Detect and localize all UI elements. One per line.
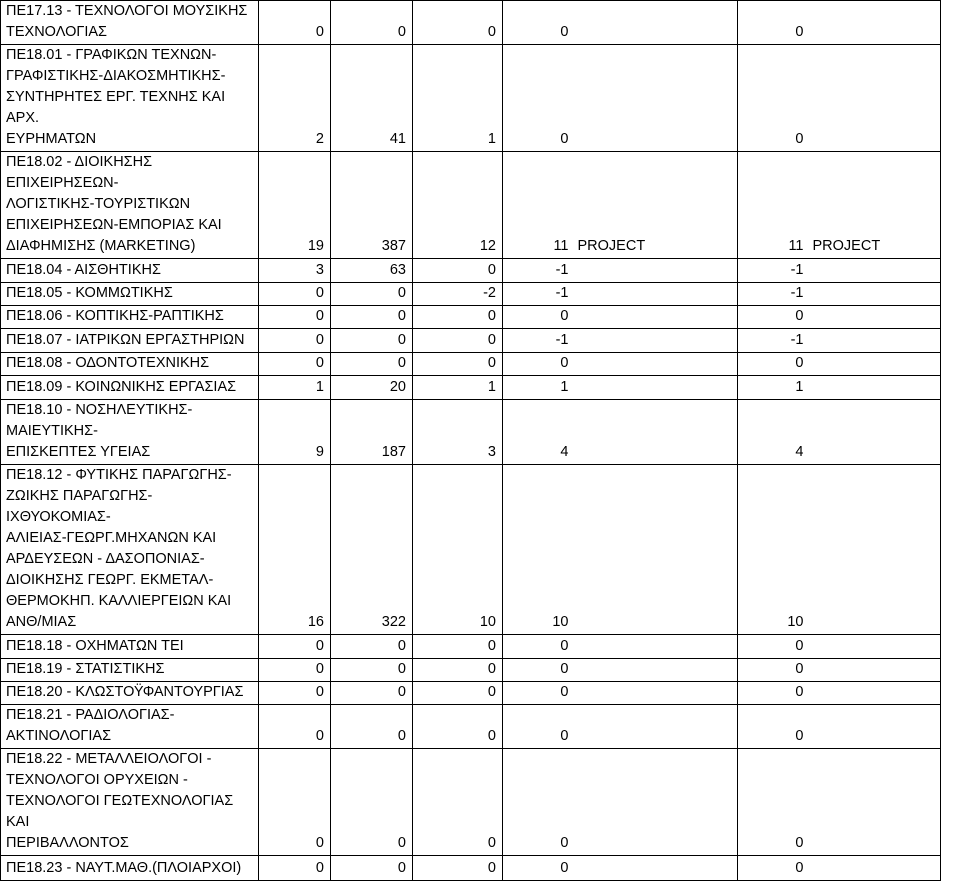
value-cell-1[interactable]: 0 xyxy=(259,749,331,856)
note-cell-4[interactable] xyxy=(575,400,738,465)
note-cell-5[interactable] xyxy=(810,465,941,635)
specialty-label[interactable]: ΠΕ17.13 - ΤΕΧΝΟΛΟΓΟΙ ΜΟΥΣΙΚΗΣ ΤΕΧΝΟΛΟΓΙΑΣ xyxy=(1,1,259,45)
note-cell-5[interactable] xyxy=(810,682,941,705)
value-cell-4[interactable]: 0 xyxy=(503,45,575,152)
value-cell-1[interactable]: 0 xyxy=(259,856,331,881)
value-cell-1[interactable]: 0 xyxy=(259,329,331,353)
value-cell-5[interactable]: 0 xyxy=(738,705,810,749)
note-cell-5[interactable] xyxy=(810,1,941,45)
note-cell-5[interactable] xyxy=(810,283,941,306)
value-cell-1[interactable]: 9 xyxy=(259,400,331,465)
value-cell-1[interactable]: 16 xyxy=(259,465,331,635)
value-cell-1[interactable]: 0 xyxy=(259,306,331,329)
value-cell-2[interactable]: 0 xyxy=(331,306,413,329)
value-cell-5[interactable]: 0 xyxy=(738,749,810,856)
note-cell-5[interactable] xyxy=(810,635,941,659)
specialty-label[interactable]: ΠΕ18.18 - ΟΧΗΜΑΤΩΝ ΤΕΙ xyxy=(1,635,259,659)
note-cell-4[interactable] xyxy=(575,635,738,659)
value-cell-4[interactable]: 0 xyxy=(503,353,575,376)
value-cell-1[interactable]: 0 xyxy=(259,659,331,682)
value-cell-4[interactable]: -1 xyxy=(503,329,575,353)
table-row xyxy=(1,465,941,635)
value-cell-3[interactable]: 0 xyxy=(413,329,503,353)
specialty-label[interactable]: ΠΕ18.20 - ΚΛΩΣΤΟΫΦΑΝΤΟΥΡΓΙΑΣ xyxy=(1,682,259,705)
specialty-label[interactable]: ΠΕ18.19 - ΣΤΑΤΙΣΤΙΚΗΣ xyxy=(1,659,259,682)
value-cell-3[interactable]: 0 xyxy=(413,1,503,45)
table-row xyxy=(1,329,941,353)
value-cell-1[interactable]: 1 xyxy=(259,376,331,400)
value-cell-3[interactable]: 0 xyxy=(413,259,503,283)
note-cell-4[interactable] xyxy=(575,353,738,376)
value-cell-3[interactable]: 0 xyxy=(413,659,503,682)
value-cell-3[interactable]: 0 xyxy=(413,856,503,881)
table-row xyxy=(1,749,941,856)
specialty-label[interactable]: ΠΕ18.22 - ΜΕΤΑΛΛΕΙΟΛΟΓΟΙ - ΤΕΧΝΟΛΟΓΟΙ ΟΡΥΧΕΙΩΝ - ΤΕΧΝΟΛΟΓΟΙ ΓΕΩΤΕΧΝΟΛΟΓΙΑΣ ΚΑΙ ΠΕΡΙΒΑΛΛΟΝΤΟΣ xyxy=(1,749,259,856)
specialty-label[interactable]: ΠΕ18.02 - ΔΙΟΙΚΗΣΗΣ ΕΠΙΧΕΙΡΗΣΕΩΝ- ΛΟΓΙΣΤΙΚΗΣ-ΤΟΥΡΙΣΤΙΚΩΝ ΕΠΙΧΕΙΡΗΣΕΩΝ-ΕΜΠΟΡΙΑΣ ΚΑΙ ΔΙΑΦΗΜΙΣΗΣ (MARKETING) xyxy=(1,152,259,259)
value-cell-5[interactable]: -1 xyxy=(738,329,810,353)
note-cell-4[interactable] xyxy=(575,659,738,682)
note-cell-4[interactable]: PROJECT xyxy=(575,152,738,259)
value-cell-1[interactable]: 0 xyxy=(259,705,331,749)
note-cell-5[interactable] xyxy=(810,749,941,856)
value-cell-5[interactable]: 0 xyxy=(738,635,810,659)
value-cell-4[interactable]: -1 xyxy=(503,259,575,283)
note-cell-4[interactable] xyxy=(575,283,738,306)
note-cell-5[interactable] xyxy=(810,329,941,353)
table-row xyxy=(1,1,941,45)
table-row xyxy=(1,856,941,881)
value-cell-3[interactable]: 3 xyxy=(413,400,503,465)
specialty-label[interactable]: ΠΕ18.21 - ΡΑΔΙΟΛΟΓΙΑΣ- ΑΚΤΙΝΟΛΟΓΙΑΣ xyxy=(1,705,259,749)
value-cell-4[interactable]: 4 xyxy=(503,400,575,465)
value-cell-2[interactable]: 0 xyxy=(331,705,413,749)
table-row xyxy=(1,635,941,659)
specialty-label[interactable]: ΠΕ18.09 - ΚΟΙΝΩΝΙΚΗΣ ΕΡΓΑΣΙΑΣ xyxy=(1,376,259,400)
value-cell-4[interactable]: 1 xyxy=(503,376,575,400)
value-cell-4[interactable]: 11 xyxy=(503,152,575,259)
note-cell-5[interactable] xyxy=(810,400,941,465)
table-row xyxy=(1,400,941,465)
value-cell-1[interactable]: 0 xyxy=(259,635,331,659)
value-cell-5[interactable]: 10 xyxy=(738,465,810,635)
value-cell-4[interactable]: -1 xyxy=(503,283,575,306)
value-cell-3[interactable]: 0 xyxy=(413,306,503,329)
note-cell-5[interactable]: PROJECT xyxy=(810,152,941,259)
specialty-label[interactable]: ΠΕ18.04 - ΑΙΣΘΗΤΙΚΗΣ xyxy=(1,259,259,283)
table-row xyxy=(1,306,941,329)
value-cell-5[interactable]: 1 xyxy=(738,376,810,400)
value-cell-4[interactable]: 0 xyxy=(503,659,575,682)
value-cell-2[interactable]: 0 xyxy=(331,749,413,856)
value-cell-3[interactable]: 12 xyxy=(413,152,503,259)
value-cell-2[interactable]: 0 xyxy=(331,329,413,353)
value-cell-3[interactable]: 0 xyxy=(413,635,503,659)
note-cell-5[interactable] xyxy=(810,705,941,749)
note-cell-5[interactable] xyxy=(810,376,941,400)
value-cell-4[interactable]: 10 xyxy=(503,465,575,635)
value-cell-1[interactable]: 0 xyxy=(259,353,331,376)
value-cell-2[interactable]: 0 xyxy=(331,856,413,881)
value-cell-4[interactable]: 0 xyxy=(503,635,575,659)
table-row xyxy=(1,45,941,152)
value-cell-2[interactable]: 187 xyxy=(331,400,413,465)
value-cell-5[interactable]: 11 xyxy=(738,152,810,259)
value-cell-1[interactable]: 0 xyxy=(259,283,331,306)
note-cell-5[interactable] xyxy=(810,856,941,881)
note-cell-4[interactable] xyxy=(575,705,738,749)
value-cell-2[interactable]: 20 xyxy=(331,376,413,400)
value-cell-2[interactable]: 41 xyxy=(331,45,413,152)
note-cell-5[interactable] xyxy=(810,306,941,329)
value-cell-3[interactable]: 1 xyxy=(413,376,503,400)
note-cell-4[interactable] xyxy=(575,682,738,705)
value-cell-2[interactable]: 387 xyxy=(331,152,413,259)
value-cell-2[interactable]: 0 xyxy=(331,283,413,306)
value-cell-3[interactable]: 0 xyxy=(413,749,503,856)
value-cell-5[interactable]: 0 xyxy=(738,856,810,881)
note-cell-4[interactable] xyxy=(575,465,738,635)
value-cell-5[interactable]: -1 xyxy=(738,283,810,306)
specialty-label[interactable]: ΠΕ18.07 - ΙΑΤΡΙΚΩΝ ΕΡΓΑΣΤΗΡΙΩΝ xyxy=(1,329,259,353)
specialty-label[interactable]: ΠΕ18.01 - ΓΡΑΦΙΚΩΝ ΤΕΧΝΩΝ- ΓΡΑΦΙΣΤΙΚΗΣ-ΔΙΑΚΟΣΜΗΤΙΚΗΣ- ΣΥΝΤΗΡΗΤΕΣ ΕΡΓ. ΤΕΧΝΗΣ ΚΑΙ ΑΡΧ. ΕΥΡΗΜΑΤΩΝ xyxy=(1,45,259,152)
value-cell-2[interactable]: 0 xyxy=(331,635,413,659)
value-cell-4[interactable]: 0 xyxy=(503,682,575,705)
table-row xyxy=(1,259,941,283)
value-cell-5[interactable]: -1 xyxy=(738,259,810,283)
value-cell-1[interactable]: 0 xyxy=(259,682,331,705)
specialty-label[interactable]: ΠΕ18.23 - ΝΑΥΤ.ΜΑΘ.(ΠΛΟΙΑΡΧΟΙ) xyxy=(1,856,259,881)
note-cell-4[interactable] xyxy=(575,856,738,881)
value-cell-5[interactable]: 4 xyxy=(738,400,810,465)
specialty-label[interactable]: ΠΕ18.08 - ΟΔΟΝΤΟΤΕΧΝΙΚΗΣ xyxy=(1,353,259,376)
specialty-label[interactable]: ΠΕ18.06 - ΚΟΠΤΙΚΗΣ-ΡΑΠΤΙΚΗΣ xyxy=(1,306,259,329)
specialty-label[interactable]: ΠΕ18.05 - ΚΟΜΜΩΤΙΚΗΣ xyxy=(1,283,259,306)
value-cell-5[interactable]: 0 xyxy=(738,45,810,152)
value-cell-2[interactable]: 0 xyxy=(331,659,413,682)
value-cell-4[interactable]: 0 xyxy=(503,705,575,749)
note-cell-4[interactable] xyxy=(575,259,738,283)
value-cell-3[interactable]: -2 xyxy=(413,283,503,306)
specialty-label[interactable]: ΠΕ18.12 - ΦΥΤΙΚΗΣ ΠΑΡΑΓΩΓΗΣ- ΖΩΙΚΗΣ ΠΑΡΑΓΩΓΗΣ-ΙΧΘΥΟΚΟΜΙΑΣ- ΑΛΙΕΙΑΣ-ΓΕΩΡΓ.ΜΗΧΑΝΩΝ ΚΑΙ ΑΡΔΕΥΣΕΩΝ - ΔΑΣΟΠΟΝΙΑΣ- ΔΙΟΙΚΗΣΗΣ ΓΕΩΡΓ. ΕΚΜΕΤΑΛ- ΘΕΡΜΟΚΗΠ. ΚΑΛΛΙΕΡΓΕΙΩΝ ΚΑΙ ΑΝΘ/ΜΙΑΣ xyxy=(1,465,259,635)
note-cell-5[interactable] xyxy=(810,45,941,152)
value-cell-1[interactable]: 2 xyxy=(259,45,331,152)
value-cell-5[interactable]: 0 xyxy=(738,682,810,705)
value-cell-4[interactable]: 0 xyxy=(503,1,575,45)
value-cell-5[interactable]: 0 xyxy=(738,353,810,376)
value-cell-1[interactable]: 19 xyxy=(259,152,331,259)
value-cell-4[interactable]: 0 xyxy=(503,856,575,881)
value-cell-2[interactable]: 63 xyxy=(331,259,413,283)
table-row xyxy=(1,152,941,259)
table-body xyxy=(1,1,941,881)
value-cell-2[interactable]: 0 xyxy=(331,353,413,376)
specialty-label[interactable]: ΠΕ18.10 - ΝΟΣΗΛΕΥΤΙΚΗΣ-ΜΑΙΕΥΤΙΚΗΣ- ΕΠΙΣΚΕΠΤΕΣ ΥΓΕΙΑΣ xyxy=(1,400,259,465)
table-row xyxy=(1,376,941,400)
value-cell-2[interactable]: 322 xyxy=(331,465,413,635)
note-cell-5[interactable] xyxy=(810,259,941,283)
table-row xyxy=(1,353,941,376)
value-cell-1[interactable]: 0 xyxy=(259,1,331,45)
value-cell-3[interactable]: 10 xyxy=(413,465,503,635)
value-cell-3[interactable]: 0 xyxy=(413,682,503,705)
value-cell-5[interactable]: 0 xyxy=(738,659,810,682)
value-cell-1[interactable]: 3 xyxy=(259,259,331,283)
table-row xyxy=(1,682,941,705)
note-cell-5[interactable] xyxy=(810,659,941,682)
note-cell-4[interactable] xyxy=(575,306,738,329)
value-cell-2[interactable]: 0 xyxy=(331,682,413,705)
value-cell-3[interactable]: 1 xyxy=(413,45,503,152)
table-row xyxy=(1,283,941,306)
value-cell-4[interactable]: 0 xyxy=(503,306,575,329)
note-cell-4[interactable] xyxy=(575,329,738,353)
value-cell-5[interactable]: 0 xyxy=(738,1,810,45)
note-cell-4[interactable] xyxy=(575,376,738,400)
table-row xyxy=(1,705,941,749)
value-cell-3[interactable]: 0 xyxy=(413,705,503,749)
note-cell-4[interactable] xyxy=(575,749,738,856)
table-row xyxy=(1,659,941,682)
value-cell-4[interactable]: 0 xyxy=(503,749,575,856)
note-cell-5[interactable] xyxy=(810,353,941,376)
note-cell-4[interactable] xyxy=(575,1,738,45)
value-cell-5[interactable]: 0 xyxy=(738,306,810,329)
note-cell-4[interactable] xyxy=(575,45,738,152)
value-cell-3[interactable]: 0 xyxy=(413,353,503,376)
value-cell-2[interactable]: 0 xyxy=(331,1,413,45)
